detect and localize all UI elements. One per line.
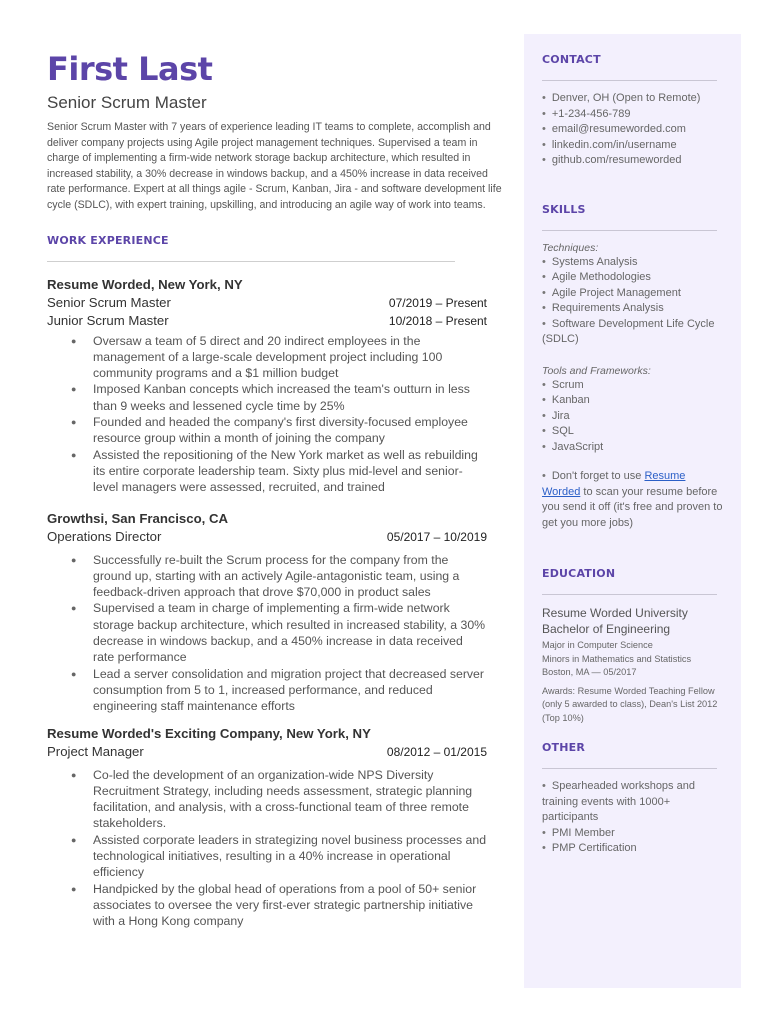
edu-awards: Awards: Resume Worded Teaching Fellow (only 5 awarded to class), Dean's List 2012 (Top 10%)	[542, 685, 718, 723]
job-role-row	[47, 312, 487, 330]
section-divider	[542, 80, 717, 81]
other-list	[542, 779, 723, 857]
job-company: Growthsi, San Francisco, CA	[47, 510, 228, 526]
resume-tip: • Don't forget to use Resume Worded to scan your resume before you send it off (it's free and proven to get you more jobs)	[542, 470, 723, 529]
summary: Senior Scrum Master with 7 years of experience leading IT teams to complete, accomplish and deliver company projects using Agile project management techniques. Supervised a team in charge of implementing a firm-wide network storage backup architecture, which resulted in increased stability, a 30% decrease in windows backup, and a 450% increase in data received rate performance. Expert at all things agile - Scrum, Kanban, Jira - and software development life cycle (SDLC), with expert training, upskilling, and introducing an agile way of work into teams.	[47, 121, 502, 211]
candidate-title: Senior Scrum Master	[47, 93, 207, 112]
other-item: • PMP Certification	[542, 842, 637, 854]
job-bullet: ● Oversaw a team of 5 direct and 20 indirect employees in the management of a large-scale development project including 100 community programs and a $1 million budget	[93, 333, 487, 382]
other-item: • PMI Member	[542, 826, 615, 839]
contact-linkedin[interactable]: • linkedin.com/in/username	[542, 138, 677, 151]
skill-item: • Systems Analysis	[542, 255, 638, 268]
job-bullet: ● Assisted the repositioning of the New York market as well as rebuilding its entire corporate leadership team. Sixty plus mid-level and senior-level managers were assessed, recruited, and trained	[93, 447, 487, 496]
job-role-row	[47, 743, 487, 761]
edu-school: Resume Worded University	[542, 606, 688, 620]
job-role-date: 05/2017 – 10/2019	[386, 529, 487, 544]
skill-item: • Scrum	[542, 378, 584, 391]
skills-heading: SKILLS	[542, 202, 586, 216]
skill-item: • Software Development Life Cycle (SDLC)	[542, 317, 715, 345]
contact-phone[interactable]: • +1-234-456-789	[542, 107, 631, 120]
section-divider	[47, 261, 455, 262]
job-entry	[47, 510, 487, 715]
edu-degree: Bachelor of Engineering	[542, 622, 671, 636]
job-bullets	[93, 767, 487, 930]
job-bullet: ● Assisted corporate leaders in strategizing novel business processes and technological initiatives, resulting in a 40% increase in operational efficiency	[93, 832, 487, 881]
job-role-title: Operations Director	[47, 528, 162, 544]
job-bullets	[93, 333, 487, 496]
skill-item: • Jira	[542, 409, 570, 422]
sidebar	[524, 34, 741, 988]
skill-item: • Requirements Analysis	[542, 302, 664, 314]
education-heading: EDUCATION	[542, 567, 616, 580]
edu-location-date: Boston, MA — 05/2017	[542, 667, 637, 677]
job-role-title: Junior Scrum Master	[47, 312, 169, 328]
job-role-title: Project Manager	[47, 743, 144, 759]
job-role-title: Senior Scrum Master	[47, 294, 171, 310]
techniques-label: Techniques:	[542, 241, 599, 254]
contact-email[interactable]: • email@resumeworded.com	[542, 123, 686, 135]
job-role-date: 08/2012 – 01/2015	[386, 744, 487, 759]
job-bullet: ● Supervised a team in charge of implementing a firm-wide network storage backup architecture, which resulted in increased stability, a 30% decrease in windows backup, and a 450% increase in data received rate performance	[93, 600, 487, 665]
skill-item: • SQL	[542, 425, 574, 437]
job-bullet: ● Lead a server consolidation and migration project that decreased server consumption from 5 to 1, increased performance, and reduced engineering staff maintenance efforts	[93, 666, 487, 715]
job-bullet: ● Handpicked by the global head of operations from a pool of 50+ senior associates to oversee the very first-ever strategic partnership initiative with a Hong Kong company	[93, 881, 487, 930]
other-heading: OTHER	[542, 741, 586, 754]
skill-item: • Agile Project Management	[542, 286, 681, 299]
resume-worded-link[interactable]: Resume Worded	[542, 470, 686, 498]
job-company: Resume Worded, New York, NY	[47, 276, 243, 292]
skill-item: • Kanban	[542, 394, 590, 406]
contact-list	[542, 91, 723, 169]
job-bullets	[93, 552, 487, 715]
contact-location: • Denver, OH (Open to Remote)	[542, 92, 701, 104]
techniques-list	[542, 255, 723, 348]
contact-heading: CONTACT	[542, 53, 601, 66]
work-experience-heading: WORK EXPERIENCE	[47, 233, 169, 247]
job-role-row	[47, 294, 487, 312]
job-entry	[47, 276, 487, 496]
section-divider	[542, 594, 717, 595]
job-bullet: ● Successfully re-built the Scrum process for the company from the ground up, starting with an actively Agile-antagonistic team, using a feedback-driven approach that drove $70,000 in product sales	[93, 552, 487, 601]
main-column	[47, 50, 505, 929]
section-divider	[542, 230, 717, 231]
tools-list	[542, 378, 723, 456]
other-item: • Spearheaded workshops and training events with 1000+ participants	[542, 780, 695, 823]
edu-major: Major in Computer Science	[542, 640, 653, 650]
job-role-date: 07/2019 – Present	[388, 295, 487, 310]
job-role-date: 10/2018 – Present	[388, 313, 487, 328]
job-bullet: ● Founded and headed the company's first diversity-focused employee resource group within a month of joining the company	[93, 414, 487, 447]
job-bullet: ● Co-led the development of an organization-wide NPS Diversity Recruitment Strategy, including needs assessment, strategic planning facilitation, and analysis, with a cross-functional team of three remote stakeholders.	[93, 767, 487, 832]
job-company: Resume Worded's Exciting Company, New York, NY	[47, 725, 371, 741]
job-role-row	[47, 528, 487, 546]
skill-item: • JavaScript	[542, 440, 604, 453]
job-entry	[47, 725, 487, 930]
candidate-name: First Last	[47, 50, 213, 88]
section-divider	[542, 768, 717, 769]
skill-item: • Agile Methodologies	[542, 271, 651, 283]
contact-github[interactable]: • github.com/resumeworded	[542, 154, 682, 166]
tools-label: Tools and Frameworks:	[542, 364, 651, 377]
job-bullet: ● Imposed Kanban concepts which increased the team's outturn in less than 9 weeks and lessened cycle time by 25%	[93, 381, 487, 414]
edu-minors: Minors in Mathematics and Statistics	[542, 653, 692, 664]
